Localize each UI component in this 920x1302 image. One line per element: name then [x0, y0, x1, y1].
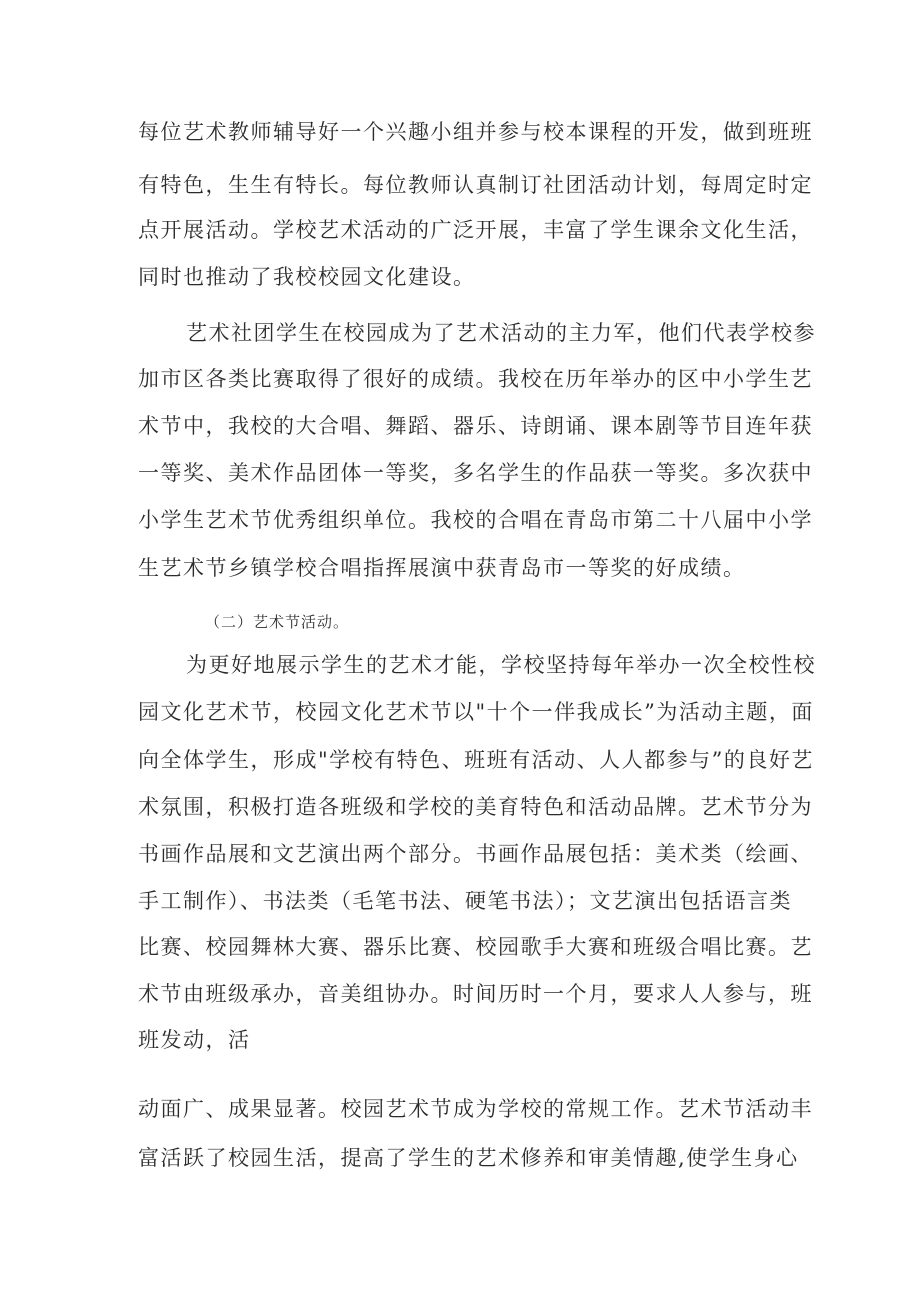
text-line: 术氛围，积极打造各班级和学校的美育特色和活动品牌。艺术节分为	[138, 795, 813, 819]
text-line: 班发动，活	[138, 1028, 251, 1052]
section-heading: （二）艺术节活动。	[205, 613, 350, 631]
text-line: 手工制作）、书法类（毛笔书法、硬笔书法）；文艺演出包括语言类	[138, 889, 792, 913]
text-line: 每位艺术教师辅导好一个兴趣小组并参与校本课程的开发，做到班班	[138, 120, 813, 144]
text-line: 一等奖、美术作品团体一等奖，多名学生的作品获一等奖。多次获中	[138, 461, 813, 485]
text-line: 书画作品展和文艺演出两个部分。书画作品展包括：美术类（绘画、	[138, 842, 813, 866]
text-line: 比赛、校园舞林大赛、器乐比赛、校园歌手大赛和班级合唱比赛。艺	[138, 935, 813, 959]
text-line: 有特色，生生有特长。每位教师认真制订社团活动计划，每周定时定	[138, 173, 813, 197]
text-line: 同时也推动了我校校园文化建设。	[138, 265, 476, 289]
text-line: 富活跃了校园生活，提高了学生的艺术修养和审美情趣,使学生身心	[138, 1146, 799, 1170]
text-line: 园文化艺术节，校园文化艺术节以"十个一伴我成长”为活动主题，面	[138, 700, 814, 724]
text-line: 加市区各类比赛取得了很好的成绩。我校在历年举办的区中小学生艺	[138, 367, 813, 391]
text-line: 为更好地展示学生的艺术才能，学校坚持每年举办一次全校性校	[186, 653, 816, 677]
text-line: 术节由班级承办，音美组协办。时间历时一个月，要求人人参与，班	[138, 982, 813, 1006]
text-line: 术节中，我校的大合唱、舞蹈、器乐、诗朗诵、课本剧等节目连年获	[138, 414, 813, 438]
text-line: 生艺术节乡镇学校合唱指挥展演中获青岛市一等奖的好成绩。	[138, 556, 746, 580]
text-line: 动面广、成果显著。校园艺术节成为学校的常规工作。艺术节活动丰	[138, 1097, 813, 1121]
text-line: 小学生艺术节优秀组织单位。我校的合唱在青岛市第二十八届中小学	[138, 508, 813, 532]
text-line: 艺术社团学生在校园成为了艺术活动的主力军，他们代表学校参	[186, 321, 816, 345]
text-line: 向全体学生，形成"学校有特色、班班有活动、人人都参与”的良好艺	[138, 748, 814, 772]
text-line: 点开展活动。学校艺术活动的广泛开展，丰富了学生课余文化生活，	[138, 218, 813, 242]
